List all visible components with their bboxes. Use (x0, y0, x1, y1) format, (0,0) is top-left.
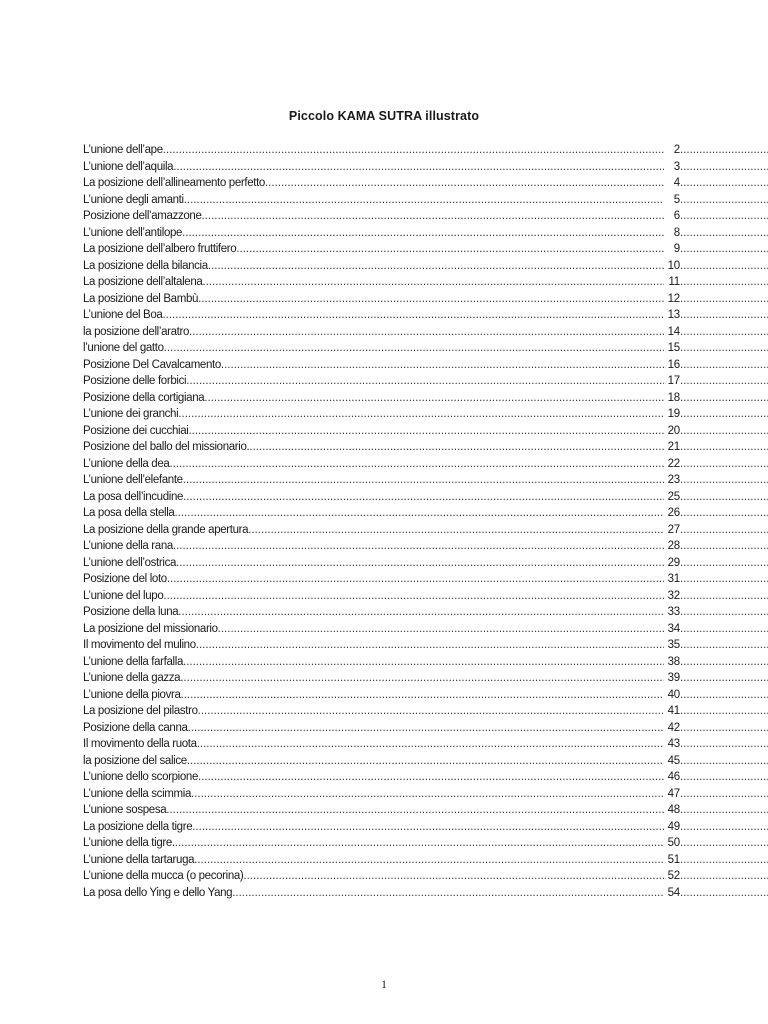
toc-entry-page: 48 (667, 804, 680, 816)
toc-dot-leader (236, 241, 664, 258)
toc-entry-page: 8 (673, 226, 680, 239)
toc-dot-leader (202, 274, 664, 291)
toc-dot-leader (249, 439, 664, 456)
toc-entry (83, 703, 768, 720)
toc-dot-leader (188, 720, 664, 737)
toc-dot-leader-trailing (680, 786, 768, 803)
toc-entry-page: 50 (667, 837, 680, 849)
toc-entry-label: Il movimento della ruota (83, 738, 197, 750)
toc-entry-label: Il movimento del mulino (83, 639, 196, 651)
toc-entry-page: 22 (667, 457, 680, 470)
toc-dot-leader-trailing (680, 703, 768, 720)
toc-dot-leader (173, 159, 664, 176)
toc-dot-leader-trailing (680, 423, 768, 440)
toc-entry-label: L’unione della dea (83, 457, 170, 470)
page-number: 1 (381, 979, 387, 991)
toc-dot-leader-trailing (680, 852, 768, 869)
toc-dot-leader (197, 736, 664, 753)
toc-entry-page: 3 (673, 160, 680, 173)
toc-entry (83, 819, 768, 836)
toc-entry-page: 27 (667, 523, 680, 536)
toc-dot-leader-trailing (680, 654, 768, 671)
toc-entry-label: L’unione della tigre. (83, 837, 175, 849)
toc-dot-leader-trailing (680, 588, 768, 605)
toc-entry (83, 885, 768, 902)
toc-entry (83, 307, 768, 324)
toc-entry-page: 25 (667, 490, 680, 503)
toc-dot-leader-trailing (680, 637, 768, 654)
toc-entry-page: 47 (667, 787, 680, 800)
toc-entry (83, 258, 768, 275)
toc-entry (83, 769, 768, 786)
toc-dot-leader-trailing (680, 522, 768, 539)
toc-dot-leader (188, 423, 664, 440)
toc-dot-leader (169, 456, 664, 473)
toc-entry-page: 14 (667, 325, 680, 338)
toc-dot-leader (183, 489, 664, 506)
toc-entry-page: 40 (667, 688, 680, 701)
toc-entry-label: Posizione delle forbici (83, 375, 187, 387)
toc-entry-label: Posizione della canna (83, 721, 188, 734)
toc-entry-label: Posizione della luna (83, 606, 179, 618)
toc-dot-leader (198, 703, 664, 720)
toc-entry-page: 51 (667, 853, 680, 866)
toc-entry-label: La posizione del Bambù (83, 292, 199, 305)
toc-dot-leader-trailing (680, 621, 768, 638)
toc-dot-leader (184, 192, 664, 209)
toc-entry (83, 868, 768, 885)
toc-dot-leader-trailing (680, 571, 768, 588)
toc-entry (83, 241, 768, 258)
toc-entry-label: L’unione sospesa (83, 804, 167, 816)
toc-dot-leader (221, 357, 664, 374)
toc-dot-leader-trailing (680, 175, 768, 192)
toc-entry-page: 46 (667, 771, 680, 783)
toc-dot-leader (232, 885, 664, 902)
toc-entry-label: L’unione dei granchi (83, 408, 179, 420)
toc-dot-leader (183, 472, 664, 489)
toc-entry (83, 225, 768, 242)
toc-entry-page: 9 (673, 243, 680, 255)
toc-entry-label: L’unione della gazza (83, 672, 181, 684)
toc-dot-leader-trailing (680, 373, 768, 390)
toc-dot-leader-trailing (680, 142, 768, 159)
toc-dot-leader-trailing (680, 687, 768, 704)
toc-dot-leader-trailing (680, 357, 768, 374)
toc-entry-page: 2 (673, 144, 680, 156)
toc-dot-leader (198, 291, 664, 308)
toc-entry (83, 324, 768, 341)
toc-dot-leader-trailing (680, 868, 768, 885)
toc-entry-page: 32 (667, 589, 680, 602)
toc-entry (83, 406, 768, 423)
toc-dot-leader (189, 324, 664, 341)
toc-dot-leader-trailing (680, 456, 768, 473)
toc-entry-page: 4 (673, 177, 680, 189)
toc-dot-leader (178, 406, 664, 423)
toc-entry (83, 208, 768, 225)
toc-entry-label: La posizione dell’albero fruttifero (83, 243, 237, 255)
toc-dot-leader-trailing (680, 258, 768, 275)
toc-dot-leader-trailing (680, 307, 768, 324)
toc-entry-page: 16 (667, 358, 680, 371)
toc-entry-page: 31 (667, 573, 680, 585)
toc-entry-label: L’unione della piovra (83, 688, 181, 701)
toc-dot-leader (174, 505, 664, 522)
toc-entry (83, 852, 768, 869)
toc-entry-page: 12 (667, 292, 680, 305)
toc-dot-leader (166, 802, 664, 819)
toc-entry (83, 753, 768, 770)
toc-dot-leader-trailing (680, 192, 768, 209)
toc-entry (83, 736, 768, 753)
toc-dot-leader-trailing (680, 538, 768, 555)
toc-entry (83, 654, 768, 671)
toc-dot-leader-trailing (680, 472, 768, 489)
toc-entry (83, 456, 768, 473)
toc-entry (83, 720, 768, 737)
toc-entry-label: L’unione degli amanti (83, 193, 184, 206)
toc-entry-page: 39 (667, 672, 680, 684)
toc-dot-leader (183, 654, 664, 671)
toc-entry (83, 687, 768, 704)
toc-entry-label: l’unione del gatto (83, 342, 164, 354)
toc-entry-label: La posizione dell’allineamento perfetto (83, 177, 265, 189)
toc-entry-label: la posizione del salice (83, 754, 187, 767)
toc-entry (83, 340, 768, 357)
toc-entry (83, 670, 768, 687)
toc-dot-leader (180, 670, 664, 687)
toc-entry-page: 21 (667, 441, 680, 453)
toc-entry-label: L’unione della mucca (o pecorina) (83, 870, 244, 882)
toc-dot-leader (202, 208, 664, 225)
toc-entry (83, 637, 768, 654)
toc-entry-page: 41 (667, 705, 680, 717)
toc-entry (83, 538, 768, 555)
toc-dot-leader (162, 307, 664, 324)
toc-entry-label: La posizione del pilastro (83, 705, 198, 717)
toc-entry (83, 291, 768, 308)
toc-dot-leader (204, 390, 664, 407)
toc-dot-leader (182, 225, 664, 242)
toc-entry (83, 835, 768, 852)
toc-entry-label: L’unione della scimmia (83, 787, 192, 800)
toc-entry-label: La posizione del missionario (83, 622, 218, 635)
toc-dot-leader-trailing (680, 769, 768, 786)
toc-dot-leader (176, 555, 664, 572)
toc-entry (83, 571, 768, 588)
toc-entry (83, 142, 768, 159)
toc-entry-label: Posizione dell’amazzone (83, 210, 202, 222)
toc-entry-page: 45 (667, 754, 680, 767)
toc-entry (83, 439, 768, 456)
toc-dot-leader-trailing (680, 819, 768, 836)
toc-dot-leader-trailing (680, 505, 768, 522)
toc-dot-leader-trailing (680, 885, 768, 902)
toc-entry-label: L’unione dell’antilope (83, 226, 183, 239)
toc-entry-page: 19 (667, 408, 680, 420)
toc-dot-leader-trailing (680, 225, 768, 242)
toc-entry-page: 11 (668, 276, 680, 288)
toc-entry (83, 390, 768, 407)
toc-entry-page: 42 (667, 721, 680, 734)
toc-dot-leader (187, 753, 664, 770)
toc-entry-label: L’unione dell’aquila (83, 160, 174, 173)
toc-entry-page: 18 (667, 391, 680, 404)
toc-dot-leader-trailing (680, 835, 768, 852)
toc-dot-leader-trailing (680, 390, 768, 407)
toc-dot-leader-trailing (680, 291, 768, 308)
toc-dot-leader (163, 142, 664, 159)
toc-dot-leader-trailing (680, 241, 768, 258)
toc-entry-label: L’unione dell’ape (83, 144, 163, 156)
toc-entry (83, 175, 768, 192)
toc-entry-page: 23 (667, 474, 680, 486)
toc-entry-label: La posizione dell’altalena (83, 276, 203, 288)
toc-dot-leader-trailing (680, 340, 768, 357)
toc-entry-page: 29 (667, 556, 680, 569)
toc-entry (83, 159, 768, 176)
toc-entry-label: L’unione dell’ostrica (83, 556, 177, 569)
toc-dot-leader (173, 538, 664, 555)
toc-entry-page: 38 (667, 655, 680, 668)
toc-entry (83, 786, 768, 803)
toc-entry-page: 43 (667, 738, 680, 750)
toc-dot-leader-trailing (680, 159, 768, 176)
toc-dot-leader-trailing (680, 324, 768, 341)
toc-entry-label: La posa della stella (83, 507, 175, 519)
toc-entry-label: L’unione dello scorpione (83, 771, 199, 783)
toc-dot-leader (167, 571, 664, 588)
toc-dot-leader (265, 175, 664, 192)
toc-dot-leader (191, 786, 664, 803)
toc-entry-label: Posizione del ballo del missionario. (83, 441, 250, 453)
toc-dot-leader (248, 522, 664, 539)
toc-entry (83, 489, 768, 506)
toc-dot-leader (192, 819, 664, 836)
toc-entry-label: L’unione del Boa (83, 309, 163, 321)
toc-dot-leader-trailing (680, 208, 768, 225)
toc-dot-leader (218, 621, 664, 638)
toc-dot-leader-trailing (680, 555, 768, 572)
toc-dot-leader-trailing (680, 604, 768, 621)
toc-dot-leader (196, 637, 664, 654)
toc-dot-leader (186, 373, 664, 390)
toc-dot-leader-trailing (680, 753, 768, 770)
toc-entry (83, 555, 768, 572)
toc-entry-label: L’unione dell’elefante (83, 474, 183, 486)
toc-entry-label: Posizione della cortigiana (83, 391, 205, 404)
toc-entry-label: La posa dello Ying e dello Yang (83, 886, 233, 899)
toc-entry-label: L’unione del lupo (83, 589, 164, 602)
toc-entry-label: Posizione Del Cavalcamento (83, 358, 221, 371)
toc-entry (83, 423, 768, 440)
toc-entry-page: 13 (667, 309, 680, 321)
toc-entry-label: La posizione della bilancia (83, 259, 208, 272)
toc-entry-page: 20 (667, 424, 680, 437)
toc-dot-leader-trailing (680, 802, 768, 819)
toc-entry-page: 15 (667, 342, 680, 354)
toc-entry-page: 52 (667, 870, 680, 882)
toc-entry (83, 192, 768, 209)
toc-entry (83, 472, 768, 489)
toc-entry-label: Posizione dei cucchiai (83, 424, 189, 437)
toc-dot-leader (178, 604, 664, 621)
toc-entry-page: 54 (667, 886, 680, 899)
toc-entry (83, 604, 768, 621)
toc-entry (83, 621, 768, 638)
toc-dot-leader-trailing (680, 406, 768, 423)
toc-dot-leader (175, 835, 664, 852)
toc-dot-leader-trailing (680, 489, 768, 506)
toc-dot-leader-trailing (680, 736, 768, 753)
toc-entry-page: 5 (673, 193, 680, 206)
toc-entry (83, 357, 768, 374)
toc-entry (83, 588, 768, 605)
document-title: Piccolo KAMA SUTRA illustrato (288, 109, 480, 123)
toc-entry (83, 522, 768, 539)
toc-entry-label: Posizione del loto (83, 573, 167, 585)
toc-entry-page: 34 (667, 622, 680, 635)
toc-entry-page: 10 (667, 259, 680, 272)
toc-entry-label: la posizione dell’aratro (83, 325, 190, 338)
toc-entry-label: La posizione della grande apertura (83, 523, 249, 536)
toc-dot-leader-trailing (680, 670, 768, 687)
toc-dot-leader (163, 588, 664, 605)
toc-dot-leader (181, 687, 664, 704)
toc-entry-label: L’unione della rana (83, 540, 173, 552)
toc-entry-page: 33 (667, 606, 680, 618)
toc-entry-page: 6 (673, 210, 680, 222)
toc-entry-page: 35 (667, 639, 680, 651)
toc-entry-page: 49 (667, 820, 680, 833)
toc-dot-leader-trailing (680, 439, 768, 456)
toc-entry (83, 274, 768, 291)
toc-entry (83, 373, 768, 390)
toc-dot-leader (198, 769, 664, 786)
toc-entry-label: L’unione della tartaruga (83, 853, 195, 866)
toc-entry-label: L’unione della farfalla (83, 655, 184, 668)
toc-dot-leader (208, 258, 664, 275)
toc-dot-leader-trailing (680, 720, 768, 737)
toc-dot-leader-trailing (680, 274, 768, 291)
toc-dot-leader (194, 852, 664, 869)
toc-entry-label: La posizione della tigre (83, 820, 193, 833)
toc-entry-page: 28 (667, 540, 680, 552)
toc-entry-label: La posa dell’incudine (83, 490, 184, 503)
table-of-contents (83, 142, 768, 901)
toc-entry-page: 26 (667, 507, 680, 519)
toc-entry-page: 17 (667, 375, 680, 387)
toc-entry (83, 802, 768, 819)
toc-dot-leader (243, 868, 664, 885)
toc-entry (83, 505, 768, 522)
toc-dot-leader (164, 340, 664, 357)
